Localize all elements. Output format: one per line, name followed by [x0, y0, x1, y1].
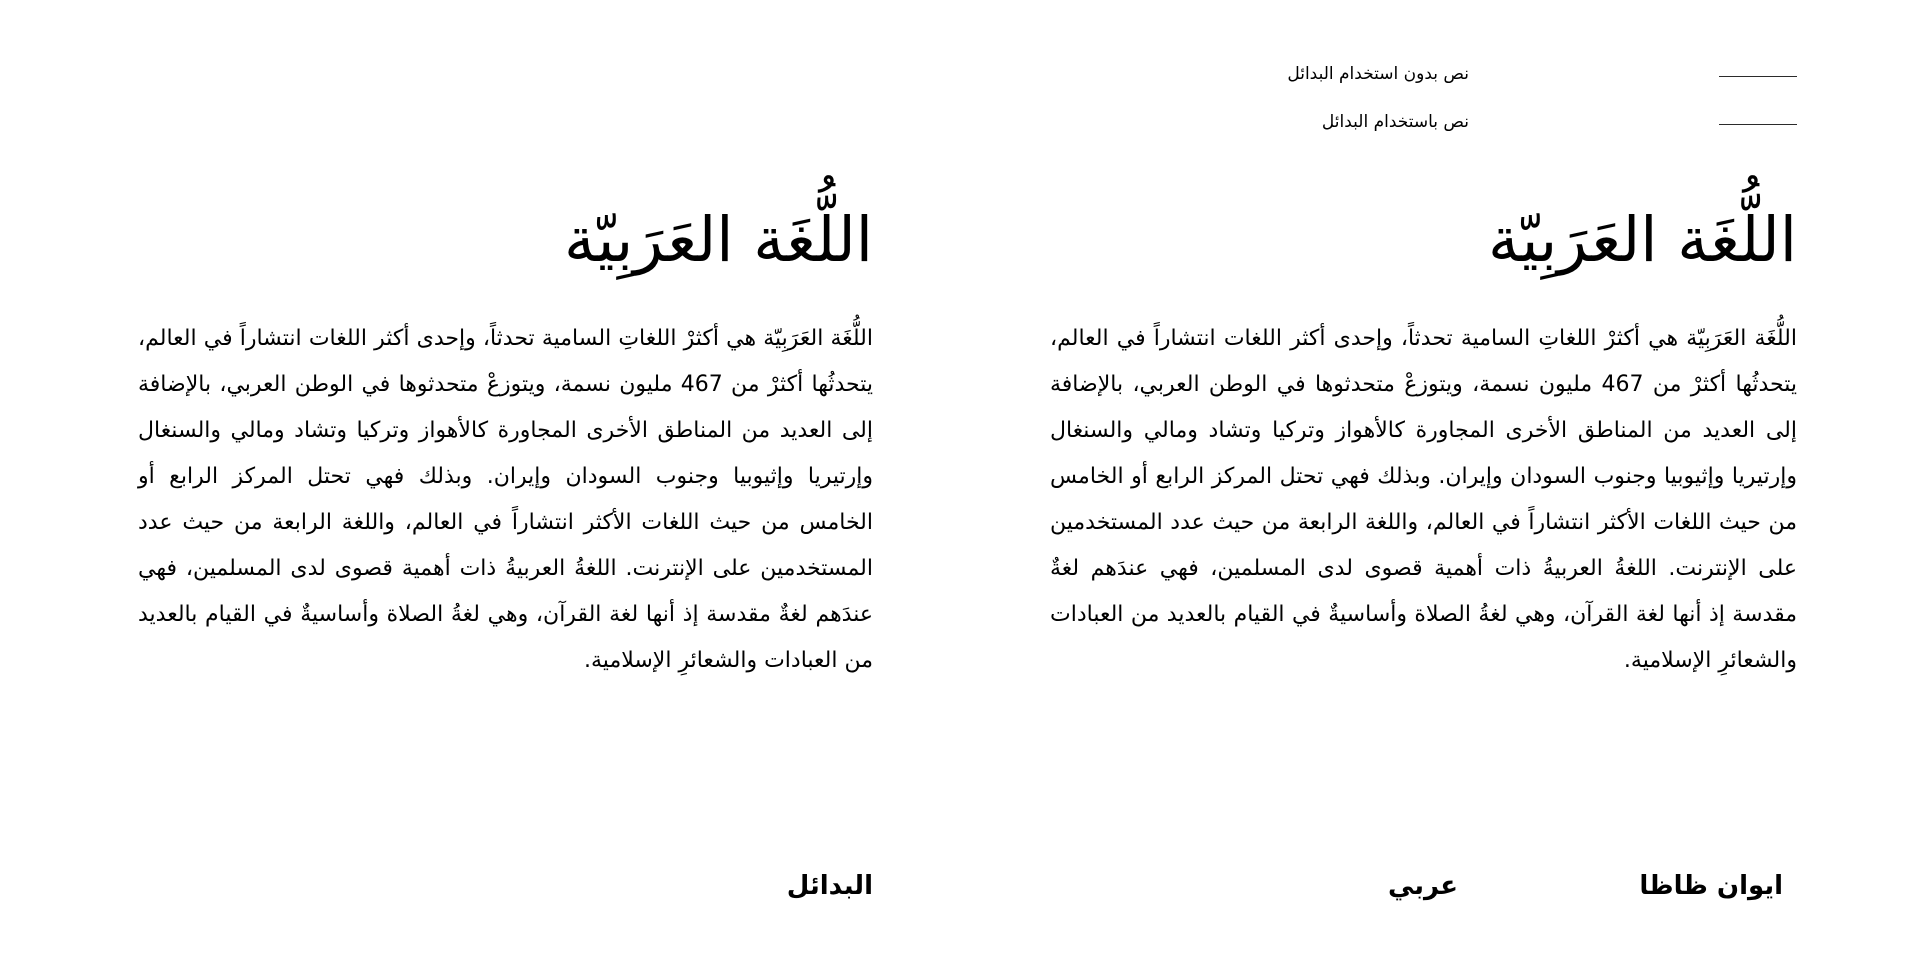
alternates-label: البدائل	[786, 871, 873, 901]
legend-label: نص باستخدام البدائل	[1321, 112, 1469, 132]
sample-heading: اللُّغَة العَرَبِيّة	[564, 203, 873, 276]
legend-line-without-alternates	[1719, 76, 1797, 77]
sample-paragraph: اللُّغَة العَرَبِيّة هي أكثرْ اللغاتِ السامية تحدثاً، وإحدى أكثر اللغات انتشاراً في العالم، يتحدثُها أكثرْ من 467 مليون نسمة، ويتوزعْ متحدثوها في الوطن العربي، بالإضافة إلى العديد من المناطق الأخرى المجاورة كالأهواز وتركيا وتشاد ومالي والسنغال وإرتيريا وإثيوبيا وجنوب السودان وإيران. وبذلك فهي تحتل المركز الرابع أو الخامس من حيث اللغات الأكثر انتشاراً في العالم، واللغة الرابعة من حيث عدد المستخدمين على الإنترنت. اللغةُ العربيةُ ذات أهمية قصوى لدى المسلمين، فهي عندَهم لغةٌ مقدسة إذ أنها لغة القرآن، وهي لغةُ الصلاة وأساسيةٌ في القيام بالعديد من العبادات والشعائرِ الإسلامية.	[138, 326, 873, 673]
sample-heading: اللُّغَة العَرَبِيّة	[1488, 203, 1797, 276]
script-label: عربي	[1387, 871, 1458, 901]
font-name-label: ايوان ظاظا	[1639, 871, 1783, 901]
sample-column-with-alternates	[138, 190, 873, 684]
legend-line-with-alternates	[1719, 124, 1797, 125]
legend-item-with-alternates	[1200, 108, 1797, 138]
legend-item-without-alternates	[1200, 60, 1797, 90]
sample-paragraph: اللُّغَة العَرَبِيّة هي أكثرْ اللغاتِ السامية تحدثاً، وإحدى أكثر اللغات انتشاراً في العالم، يتحدثُها أكثرْ من 467 مليون نسمة، ويتوزعْ متحدثوها في الوطن العربي، بالإضافة إلى العديد من المناطق الأخرى المجاورة كالأهواز وتركيا وتشاد ومالي والسنغال وإرتيريا وإثيوبيا وجنوب السودان وإيران. وبذلك فهي تحتل المركز الرابع أو الخامس من حيث اللغات الأكثر انتشاراً في العالم، واللغة الرابعة من حيث عدد المستخدمين على الإنترنت. اللغةُ العربيةُ ذات أهمية قصوى لدى المسلمين، فهي عندَهم لغةٌ مقدسة إذ أنها لغة القرآن، وهي لغةُ الصلاة وأساسيةٌ في القيام بالعديد من العبادات والشعائرِ الإسلامية.	[1050, 326, 1797, 673]
legend-label: نص بدون استخدام البدائل	[1287, 64, 1469, 84]
sample-column-without-alternates	[1050, 190, 1797, 684]
